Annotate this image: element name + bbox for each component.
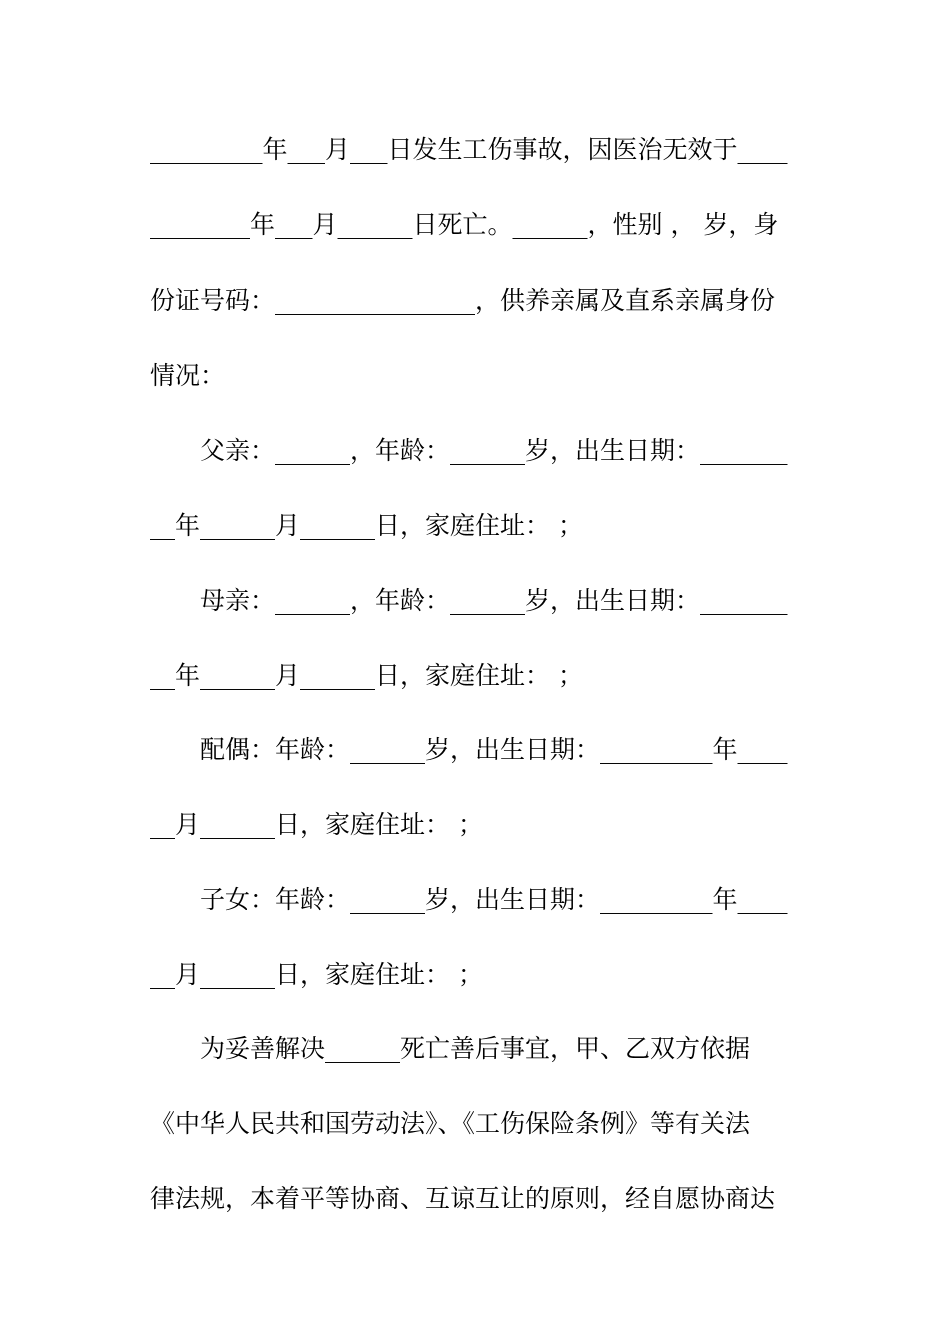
text-line: 律法规，本着平等协商、互谅互让的原则，经自愿协商达 bbox=[150, 1184, 776, 1213]
text-line: _________年___月___日发生工伤事故，因医治无效于____ bbox=[150, 135, 788, 164]
text-line: 母亲：______，年龄：______岁，出生日期：_______ bbox=[200, 586, 788, 615]
text-line: __年______月______日，家庭住址： ； bbox=[150, 661, 583, 690]
text-line: 《中华人民共和国劳动法》、《工伤保险条例》等有关法 bbox=[150, 1109, 751, 1138]
text-line: 情况： bbox=[150, 361, 226, 390]
text-line: 份证号码：________________，供养亲属及直系亲属身份 bbox=[150, 286, 776, 315]
text-line: ________年___月______日死亡。______，性别 ， 岁，身 bbox=[150, 210, 779, 239]
text-line: __月______日，家庭住址： ； bbox=[150, 960, 483, 989]
text-line: 为妥善解决______死亡善后事宜，甲、乙双方依据 bbox=[200, 1034, 751, 1063]
text-line: 配偶：年龄：______岁，出生日期：_________年____ bbox=[200, 735, 788, 764]
text-line: 父亲：______，年龄：______岁，出生日期：_______ bbox=[200, 436, 788, 465]
text-line: __月______日，家庭住址： ； bbox=[150, 810, 483, 839]
text-line: __年______月______日，家庭住址： ； bbox=[150, 511, 583, 540]
text-line: 子女：年龄：______岁，出生日期：_________年____ bbox=[200, 885, 788, 914]
